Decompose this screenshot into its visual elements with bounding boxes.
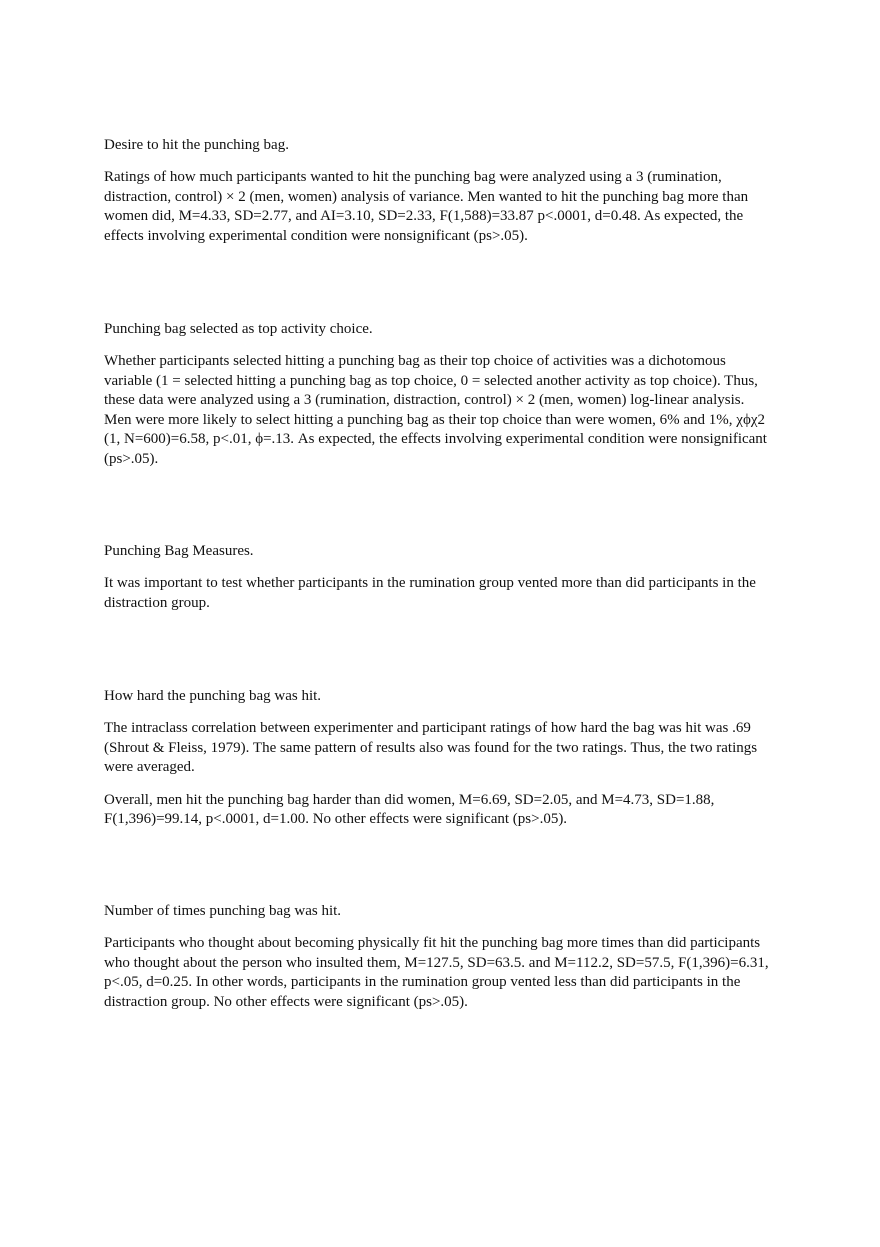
section-heading: Number of times punching bag was hit. xyxy=(104,903,342,919)
section-punching-bag-measures xyxy=(104,541,774,613)
section-paragraph: Participants who thought about becoming physically fit hit the punching bag more times than did participants who thought about the person who insulted them, M=127.5, SD=63.5. and M=112.2, SD=57.5, F(1,396)=6.31, p<.05, d=0.25. In other words, participants in the rumination group vented less than did participants in the distraction group. No other effects were significant (ps>.05). xyxy=(104,935,769,1010)
section-desire-to-hit xyxy=(104,135,774,246)
section-number-of-times-hit xyxy=(104,901,774,1012)
section-how-hard-hit xyxy=(104,686,774,830)
section-paragraph: The intraclass correlation between experimenter and participant ratings of how hard the bag was hit was .69 (Shrout & Fleiss, 1979). The same pattern of results also was found for the two ratings. Thus, the two ratings were averaged. xyxy=(104,720,758,776)
section-paragraph: Ratings of how much participants wanted to hit the punching bag were analyzed using a 3 (rumination, distraction, control) × 2 (men, women) analysis of variance. Men wanted to hit the punching bag more than women did, M=4.33, SD=2.77, and AI=3.10, SD=2.33, F(1,588)=33.87 p<.0001, d=0.48. As expected, the effects involving experimental condition were nonsignificant (ps>.05). xyxy=(104,169,749,244)
section-heading: Punching Bag Measures. xyxy=(104,543,254,559)
section-paragraph: Whether participants selected hitting a punching bag as their top choice of activities was a dichotomous variable (1 = selected hitting a punching bag as top choice, 0 = selected another activity as top choice). Thus, these data were analyzed using a 3 (rumination, distraction, control) × 2 (men, women) log-linear analysis. Men were more likely to select hitting a punching bag as their top choice than were women, 6% and 1%, χϕχ2 (1, N=600)=6.58, p<.01, ϕ=.13. As expected, the effects involving experimental condition were nonsignificant (ps>.05). xyxy=(104,353,767,467)
section-heading: Punching bag selected as top activity choice. xyxy=(104,321,373,337)
section-heading: Desire to hit the punching bag. xyxy=(104,137,289,153)
section-top-activity-choice xyxy=(104,319,774,470)
section-paragraph: Overall, men hit the punching bag harder than did women, M=6.69, SD=2.05, and M=4.73, SD=1.88, F(1,396)=99.14, p<.0001, d=1.00. No other effects were significant (ps>.05). xyxy=(104,791,715,828)
section-heading: How hard the punching bag was hit. xyxy=(104,688,322,704)
section-paragraph: It was important to test whether participants in the rumination group vented more than did participants in the distraction group. xyxy=(104,575,756,611)
